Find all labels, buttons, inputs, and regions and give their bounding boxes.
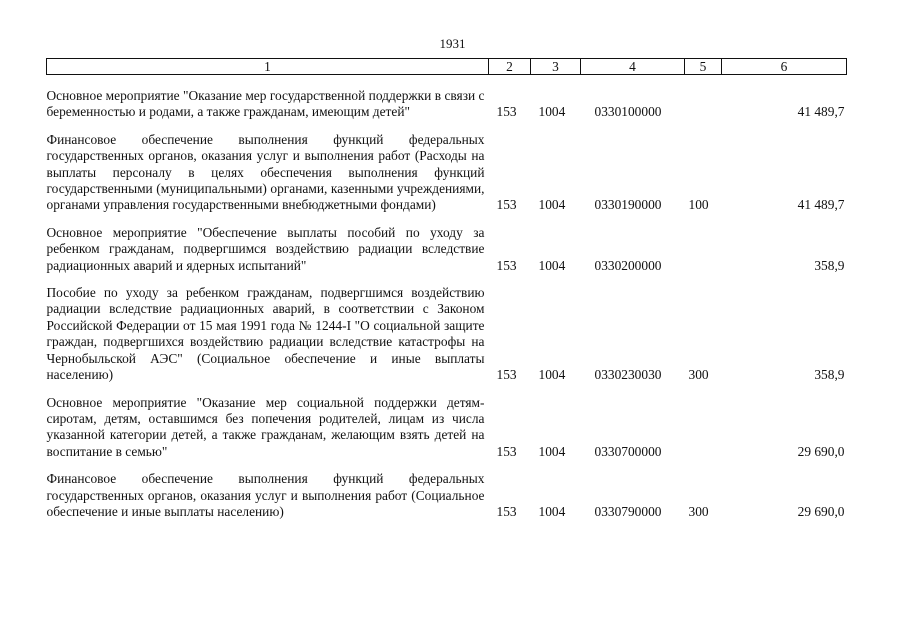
row-grbs-code: 153 [496,104,517,120]
row-expense-type [685,214,722,274]
table-row [47,75,847,121]
header-col-3: 3 [531,59,581,75]
row-expense-type [685,75,722,121]
row-grbs-code: 153 [496,197,517,213]
row-section-code: 1004 [538,197,566,213]
table-row [47,274,847,383]
header-col-4: 4 [581,59,685,75]
row-target-code: 0330190000 [594,197,662,213]
row-section-code: 1004 [538,257,566,273]
row-description: Основное мероприятие "Обеспечение выплаты пособий по уходу за ребенком гражданам, подвергшимся воздействию радиации вследствие радиационных аварий и ядерных испытаний" [46,224,485,273]
row-description: Финансовое обеспечение выполнения функций федеральных государственных органов, оказания услуг и выполнения работ (Расходы на выплаты персоналу в целях обеспечения выполнения функций государственными (муниципальными) органами, казенными учреждениями, органами управления государственными внебюджетными фондами) [46,131,485,213]
table-row [47,460,847,520]
budget-table [46,58,847,520]
row-target-code: 0330700000 [594,443,662,459]
row-target-code: 0330790000 [594,503,662,519]
row-amount: 29 690,0 [797,503,845,519]
row-section-code: 1004 [538,443,566,459]
row-target-code: 0330200000 [594,257,662,273]
header-col-2: 2 [489,59,531,75]
header-row [47,59,847,75]
table-header [47,59,847,75]
row-expense-type [685,384,722,461]
row-grbs-code: 153 [496,443,517,459]
row-expense-type: 100 [688,197,709,213]
header-col-5: 5 [685,59,722,75]
row-section-code: 1004 [538,104,566,120]
header-col-6: 6 [722,59,847,75]
row-amount: 29 690,0 [797,443,845,459]
row-grbs-code: 153 [496,367,517,383]
row-description: Основное мероприятие "Оказание мер государственной поддержки в связи с беременностью и родами, а также гражданам, имеющим детей" [46,88,485,120]
row-description: Основное мероприятие "Оказание мер социальной поддержки детям-сиротам, детям, оставшимся без попечения родителей, лицам из числа указанной категории детей, а также гражданам, желающим взять детей на воспитание в семью" [46,394,485,459]
header-col-1: 1 [47,59,489,75]
row-grbs-code: 153 [496,503,517,519]
table-row [47,214,847,274]
row-section-code: 1004 [538,367,566,383]
row-section-code: 1004 [538,503,566,519]
row-expense-type: 300 [688,503,709,519]
table-row [47,121,847,214]
row-description: Пособие по уходу за ребенком гражданам, подвергшимся воздействию радиации вследствие радиационных аварий, в соответствии с Законом Российской Федерации от 15 мая 1991 года № 1244-I "О социальной защите граждан, подвергшихся воздействию радиации вследствие катастрофы на Чернобыльской АЭС" (Социальное обеспечение и иные выплаты населению) [46,285,485,383]
table-body [47,75,847,521]
row-description: Финансовое обеспечение выполнения функций федеральных государственных органов, оказания услуг и выполнения работ (Социальное обеспечение и иные выплаты населению) [46,471,485,519]
row-amount: 41 489,7 [797,104,845,120]
row-target-code: 0330230030 [594,367,662,383]
table-row [47,384,847,461]
row-expense-type: 300 [688,367,709,383]
row-amount: 41 489,7 [797,197,845,213]
row-target-code: 0330100000 [594,104,662,120]
page-number: 1931 [439,36,466,51]
row-amount: 358,9 [814,257,845,273]
row-amount: 358,9 [814,367,845,383]
row-grbs-code: 153 [496,257,517,273]
